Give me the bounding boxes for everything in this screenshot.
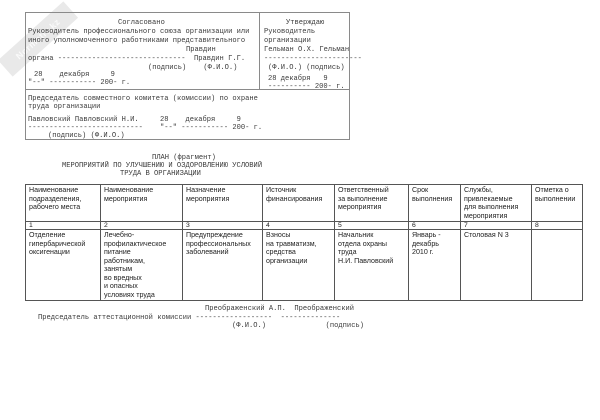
column-number-cell: 3 — [183, 222, 263, 230]
watermark-logo: Normativ.kz — [0, 1, 78, 76]
agreed-date-values: 28 декабря 9 — [34, 71, 115, 79]
column-number-cell: 2 — [101, 222, 183, 230]
agreed-signature-name: Правдин — [186, 46, 216, 54]
table-header-cell: Отметка о выполнении — [532, 185, 583, 222]
approved-line-1: Руководитель — [264, 28, 316, 36]
approved-line-2: организации — [264, 37, 311, 45]
table-header-cell: Назначение мероприятия — [183, 185, 263, 222]
column-number-cell: 7 — [461, 222, 532, 230]
agreed-signature-caption: (подпись) (Ф.И.О.) — [148, 64, 238, 72]
column-number-cell: 1 — [26, 222, 101, 230]
approved-title: Утверждаю — [286, 19, 325, 27]
approved-date-values: 28 декабря 9 — [268, 75, 328, 83]
table-cell: Отделение гипербарической оксигенации — [26, 230, 101, 301]
approval-divider-vertical — [259, 13, 260, 89]
commission-chair-line: Председатель аттестационной комиссии ------------------ -------------- — [38, 314, 341, 322]
table-cell: Предупреждение профессиональных заболеваний — [183, 230, 263, 301]
column-number-cell: 8 — [532, 222, 583, 230]
table-header-cell: Службы, привлекаемые для выполнения мероприятия — [461, 185, 532, 222]
agreed-line-4: органа ------------------------------ Правдин Г.Г. — [28, 55, 246, 63]
column-number-cell: 5 — [335, 222, 409, 230]
approved-date-line: ---------- 200- г. — [268, 83, 345, 91]
plan-table — [25, 184, 583, 301]
table-cell: Январь - декабрь 2010 г. — [409, 230, 461, 301]
table-row — [26, 230, 583, 301]
approval-box — [25, 12, 362, 140]
table-header-cell: Наименование подразделения, рабочего места — [26, 185, 101, 222]
table-cell: Столовая N 3 — [461, 230, 532, 301]
plan-subtitle-2: ТРУДА В ОРГАНИЗАЦИИ — [120, 170, 201, 178]
commission-signature-name: Преображенский А.П. Преображенский — [205, 305, 354, 313]
table-cell: Взносы на травматизм, средства организации — [263, 230, 335, 301]
agreed-date-line: "--" ----------- 200- г. — [28, 79, 131, 87]
column-number-cell: 6 — [409, 222, 461, 230]
table-header-cell: Срок выполнения — [409, 185, 461, 222]
committee-signature-name: Павловский Павловский Н.И. 28 декабря 9 — [28, 116, 241, 124]
agreed-line-2: иного уполномоченного работниками представительного — [28, 37, 246, 45]
plan-subtitle: МЕРОПРИЯТИЙ ПО УЛУЧШЕНИЮ И ОЗДОРОВЛЕНИЮ УСЛОВИЙ — [62, 162, 263, 170]
table-cell — [532, 230, 583, 301]
plan-title: ПЛАН (фрагмент) — [152, 154, 216, 162]
commission-signature-caption: (Ф.И.О.) (подпись) — [232, 322, 364, 330]
table-header-row — [26, 185, 583, 222]
column-number-cell: 4 — [263, 222, 335, 230]
committee-line-2: труда организации — [28, 103, 101, 111]
table-header-cell: Источник финансирования — [263, 185, 335, 222]
committee-line-1: Председатель совместного комитета (комиссии) по охране — [28, 95, 258, 103]
agreed-line-1: Руководитель профессионального союза организации или — [28, 28, 250, 36]
approved-signature-name: Гельман О.Х. Гельман — [264, 46, 350, 54]
table-cell: Лечебно- профилактическое питание работникам, занятым во вредных и опасных условиях труда — [101, 230, 183, 301]
table-header-cell: Наименование мероприятия — [101, 185, 183, 222]
table-cell: Начальник отдела охраны труда Н.И. Павловский — [335, 230, 409, 301]
approved-signature-caption: (Ф.И.О.) (подпись) — [268, 64, 345, 72]
committee-signature-line: --------------------------- "--" ----------- 200- г. — [28, 124, 263, 132]
agreed-title: Согласовано — [118, 19, 165, 27]
table-number-row — [26, 222, 583, 230]
committee-signature-caption: (подпись) (Ф.И.О.) — [48, 132, 125, 140]
approved-signature-line: ----------------------- — [264, 55, 362, 63]
table-header-cell: Ответственный за выполнение мероприятия — [335, 185, 409, 222]
